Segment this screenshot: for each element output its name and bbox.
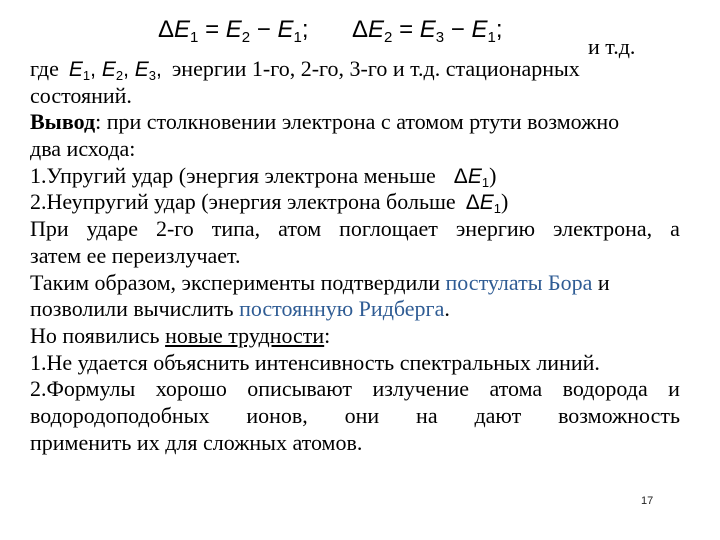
impact-line-2: затем ее переизлучает.	[30, 242, 241, 268]
formula-row	[0, 12, 720, 59]
problem-1: 1.Не удается объяснить интенсивность спектральных линий.	[30, 349, 600, 375]
thus-line-1: Таким образом, эксперименты подтвердили постулаты Бора и	[30, 269, 610, 295]
rydberg-constant-link[interactable]: постоянную Ридберга	[239, 296, 445, 322]
formula-delta-e2: $\Delta E_2 = E_3 - E_1$;	[352, 16, 503, 46]
outcome-inelastic: 2.Неупругий удар (энергия электрона больше $\Delta E_1$)	[30, 189, 509, 217]
conclusion-label: Вывод	[30, 109, 96, 135]
new-difficulties-text: новые трудности	[165, 322, 325, 348]
conclusion-line: Вывод: при столкновении электрона с атомом ртути возможно	[30, 109, 620, 135]
formula-delta-e1: $\Delta E_1 = E_2 - E_1$;	[158, 16, 309, 46]
problem-2-line-1: 2.Формулы хорошо описывают излучение атома водорода и	[30, 376, 680, 402]
page-number: 17	[641, 495, 654, 507]
where-line: где $E_1$, $E_2$, $E_3$, энергии 1-го, 2-го, 3-го и т.д. стационарных	[30, 56, 580, 83]
problem-2-line-3: применить их для сложных атомов.	[30, 429, 363, 455]
impact-line-1: При ударе 2-го типа, атом поглощает энергию электрона, а	[30, 216, 680, 242]
etc-label: и т.д.	[588, 34, 636, 59]
conclusion-line-2: два исхода:	[30, 136, 136, 162]
outcome-elastic: 1.Упругий удар (энергия электрона меньше $\Delta E_1$)	[30, 162, 497, 190]
states-line: состояний.	[30, 82, 132, 108]
problem-2-line-2: водородоподобных ионов, они на дают возможность	[30, 402, 680, 428]
bohr-postulates-link[interactable]: постулаты Бора	[445, 269, 593, 295]
slide-body	[30, 56, 680, 456]
problems-line: Но появились новые трудности:	[30, 322, 331, 348]
thus-line-2: позволили вычислить постоянную Ридберга.	[30, 296, 450, 322]
